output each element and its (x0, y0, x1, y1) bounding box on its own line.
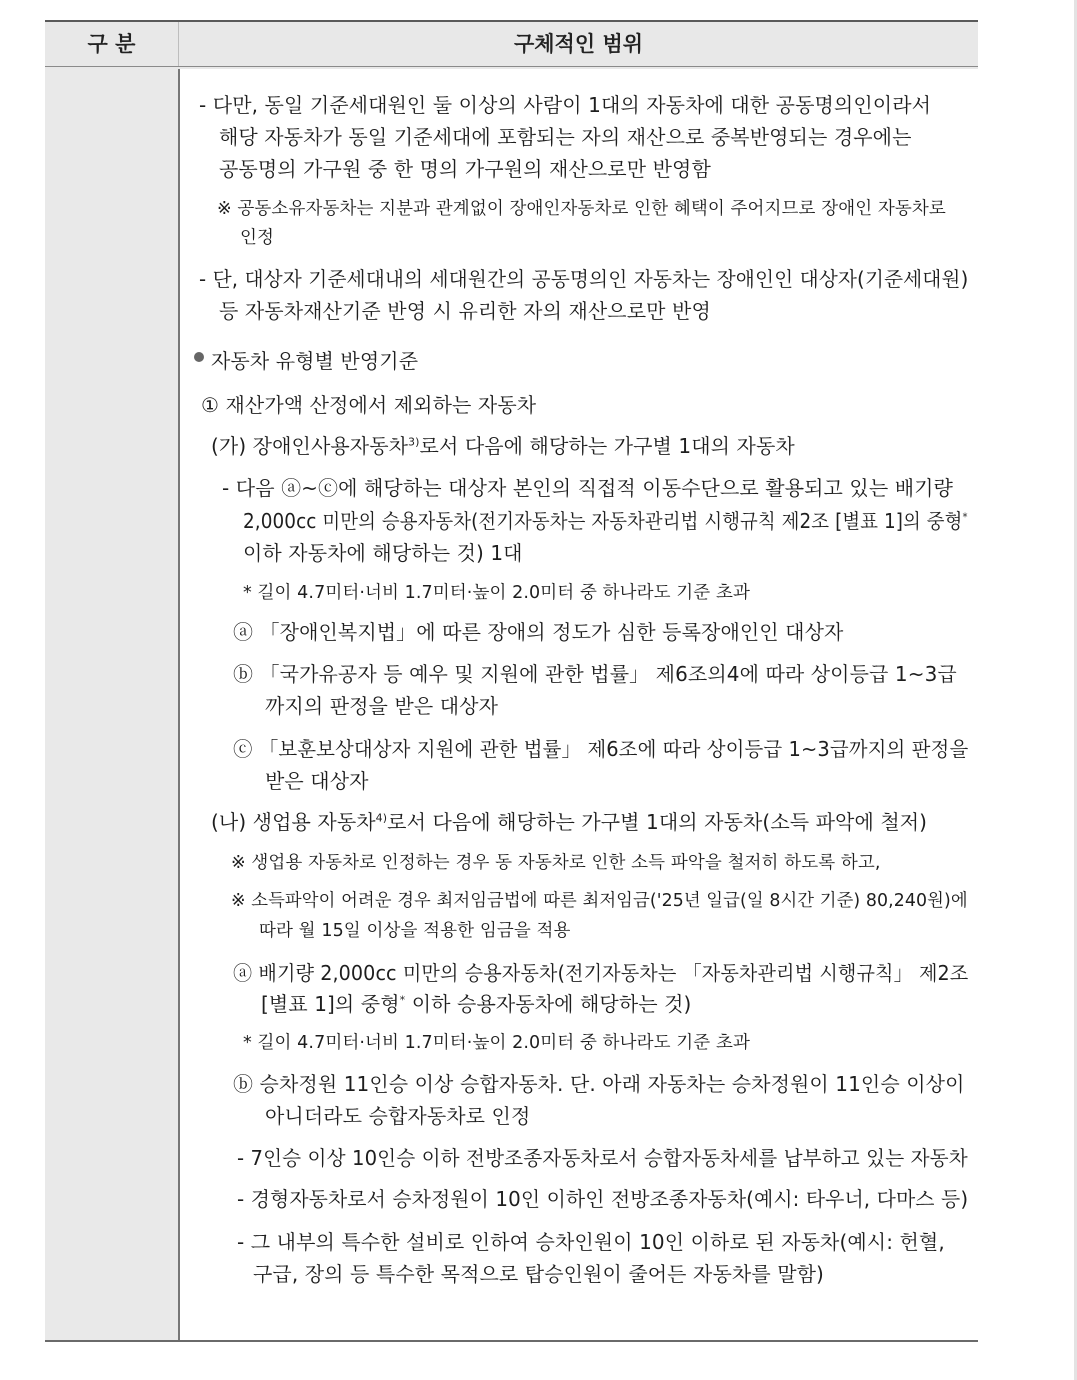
text-line: 공동명의 가구원 중 한 명의 가구원의 재산으로만 반영함 (219, 157, 711, 181)
text-line: 받은 대상자 (265, 769, 369, 793)
note-line: 따라 월 15일 이상을 적용한 임금을 적용 (259, 921, 571, 941)
text-line: [별표 1]의 중형* 이하 승용자동차에 해당하는 것) (261, 992, 692, 1016)
text-line: ⓒ 「보훈보상대상자 지원에 관한 법률」 제6조에 따라 상이등급 1~3급까지의 판정을 (233, 737, 969, 761)
text-line: 아니더라도 승합자동차로 인정 (265, 1104, 531, 1128)
text-line: - 경형자동차로서 승차정원이 10인 이하인 전방조종자동차(예시: 타우너, 다마스 등) (237, 1187, 969, 1211)
text-line: (나) 생업용 자동차$^{4)}$로서 다음에 해당하는 가구별 1대의 자동차(소득 파악에 철저) (211, 810, 928, 834)
column-divider (178, 69, 180, 1340)
category-cell (45, 69, 178, 1340)
text-line: 2,000cc 미만의 승용자동차(전기자동차는 자동차관리법 시행규칙 제2조 [별표 1]의 중형* (243, 509, 968, 533)
header-gap (45, 67, 978, 69)
text-line: - 다음 ⓐ~ⓒ에 해당하는 대상자 본인의 직접적 이동수단으로 활용되고 있는 배기량 (222, 476, 953, 500)
header-scope: 구체적인 범위 (513, 32, 644, 56)
text-line: 구급, 장의 등 특수한 목적으로 탑승인원이 줄어든 자동차를 말함) (253, 1262, 824, 1286)
text-line: - 그 내부의 특수한 설비로 인하여 승차인원이 10인 이하로 된 자동차(예시: 헌혈, (237, 1230, 945, 1254)
text-line: - 단, 대상자 기준세대내의 세대원간의 공동명의인 자동차는 장애인인 대상자(기준세대원) (199, 267, 969, 291)
note-line: ※ 공동소유자동차는 지분과 관계없이 장애인자동차로 인한 혜택이 주어지므로 장애인 자동차로 (217, 199, 946, 219)
bullet-icon (194, 352, 204, 362)
text-line: 까지의 판정을 받은 대상자 (265, 694, 498, 718)
text-line: - 7인승 이상 10인승 이하 전방조종자동차로서 승합자동차세를 납부하고 있는 자동차 (237, 1146, 968, 1170)
note-line: ※ 소득파악이 어려운 경우 최저임금법에 따른 최저임금('25년 일급(일 8시간 기준) 80,240원)에 (231, 891, 968, 911)
text-line: ⓑ 승차정원 11인승 이상 승합자동차. 단. 아래 자동차는 승차정원이 11인승 이상이 (233, 1072, 965, 1096)
text-line: ⓐ 배기량 2,000cc 미만의 승용자동차(전기자동차는 「자동차관리법 시행규칙」 제2조 (233, 961, 969, 985)
section-heading: 자동차 유형별 반영기준 (211, 349, 419, 373)
note-line: * 길이 4.7미터·너비 1.7미터·높이 2.0미터 중 하나라도 기준 초과 (243, 1033, 750, 1053)
text-line: 이하 자동차에 해당하는 것) 1대 (243, 541, 523, 565)
text-line: ⓑ 「국가유공자 등 예우 및 지원에 관한 법률」 제6조의4에 따라 상이등급 1~3급 (233, 662, 957, 686)
header-category: 구 분 (87, 32, 136, 56)
table-bottom-border (45, 1340, 978, 1342)
note-line: * 길이 4.7미터·너비 1.7미터·높이 2.0미터 중 하나라도 기준 초과 (243, 583, 750, 603)
text-line: - 다만, 동일 기준세대원인 둘 이상의 사람이 1대의 자동차에 대한 공동명의인이라서 (199, 93, 932, 117)
text-line: 등 자동차재산기준 반영 시 유리한 자의 재산으로만 반영 (219, 299, 711, 323)
text-line: ⓐ 「장애인복지법」에 따른 장애의 정도가 심한 등록장애인인 대상자 (233, 620, 844, 644)
text-line: ① 재산가액 산정에서 제외하는 자동차 (201, 393, 537, 417)
note-line: ※ 생업용 자동차로 인정하는 경우 동 자동차로 인한 소득 파악을 철저히 하도록 하고, (231, 853, 881, 873)
text-line: 해당 자동차가 동일 기준세대에 포함되는 자의 재산으로 중복반영되는 경우에는 (219, 125, 912, 149)
text-line: (가) 장애인사용자동차$^{3)}$로서 다음에 해당하는 가구별 1대의 자동차 (211, 434, 795, 458)
note-line: 인정 (240, 228, 275, 248)
